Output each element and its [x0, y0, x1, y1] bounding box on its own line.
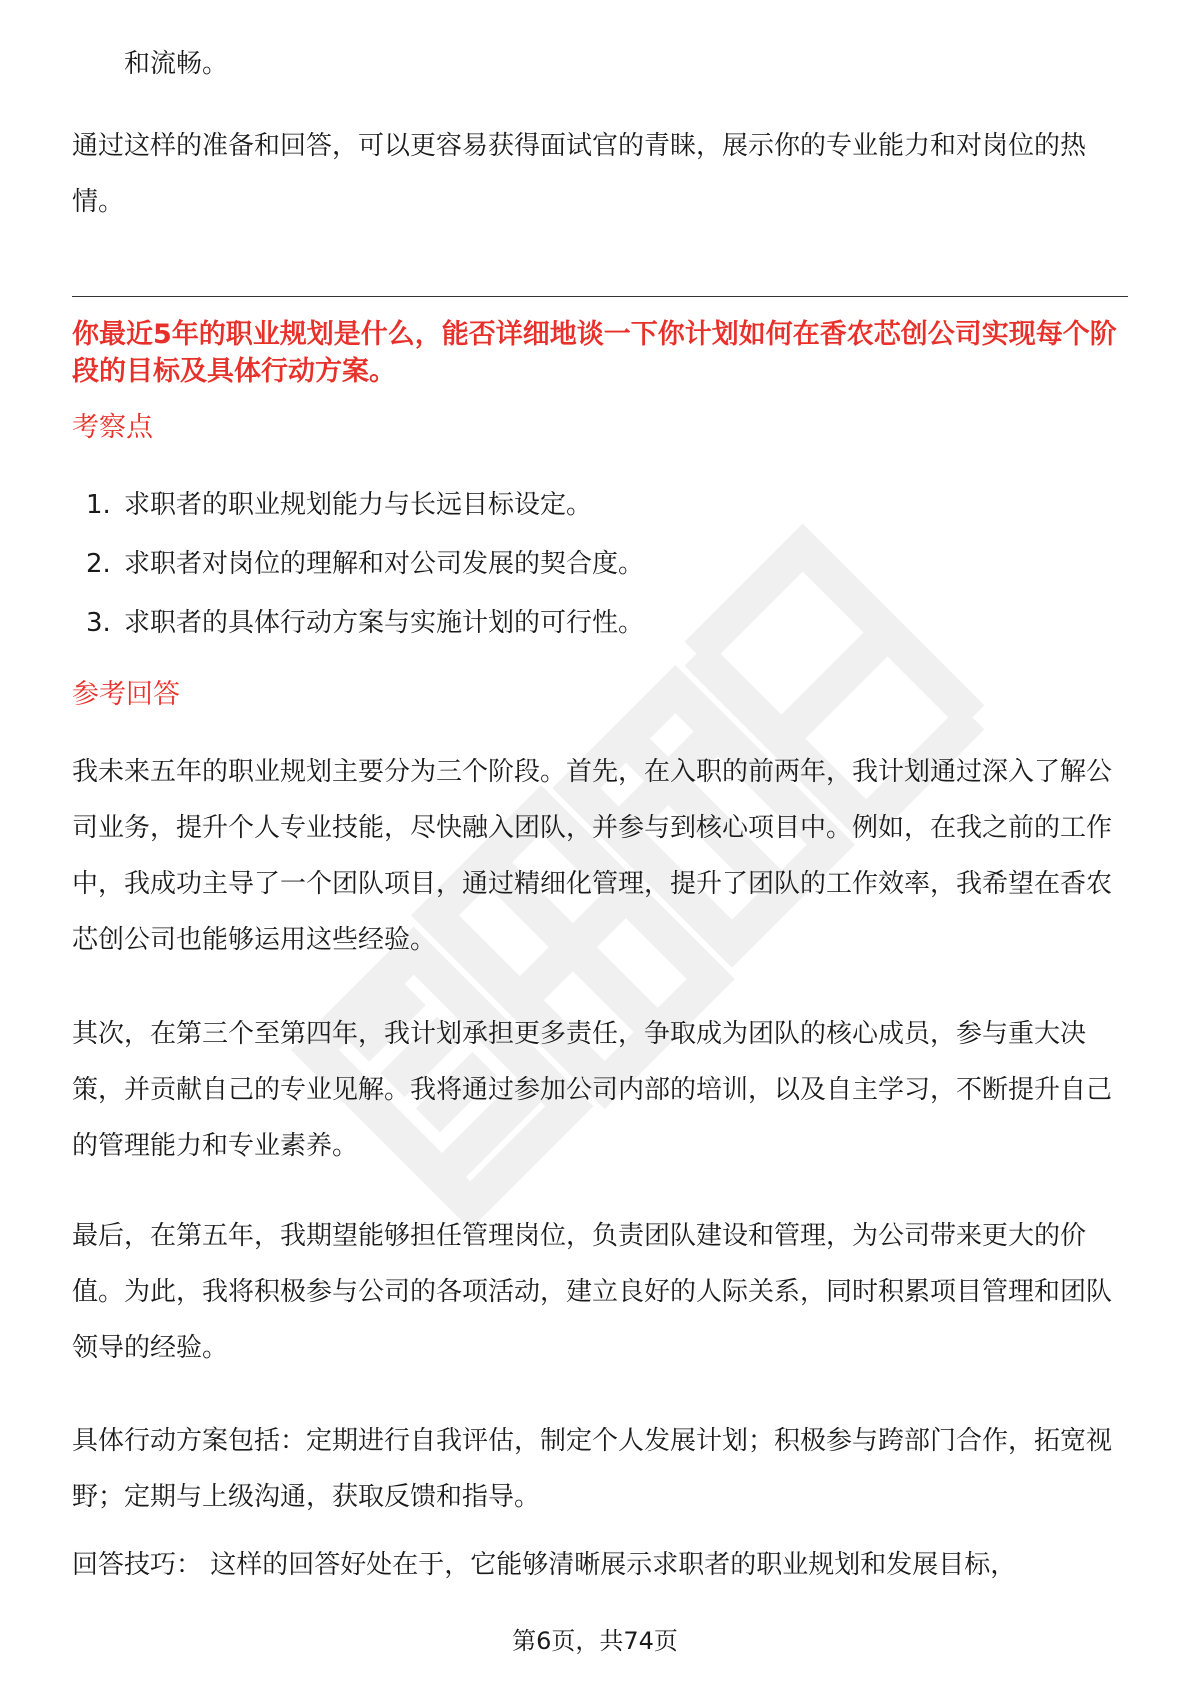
answer-tips: 回答技巧： 这样的回答好处在于，它能够清晰展示求职者的职业规划和发展目标， [72, 1550, 1017, 1580]
assessment-title: 考察点 [72, 412, 153, 443]
interview-question: 你最近5年的职业规划是什么，能否详细地谈一下你计划如何在香农芯创公司实现每个阶段的目标及具体行动方案。 [72, 319, 1117, 387]
list-number: 2. [86, 549, 111, 579]
assessment-item [86, 603, 644, 643]
answer-paragraph: 其次，在第三个至第四年，我计划承担更多责任，争取成为团队的核心成员，参与重大决策，并贡献自己的专业见解。我将通过参加公司内部的培训，以及自主学习，不断提升自己的管理能力和专业素养。 [72, 1019, 1113, 1161]
answer-paragraph: 我未来五年的职业规划主要分为三个阶段。首先，在入职的前两年，我计划通过深入了解公司业务，提升个人专业技能，尽快融入团队，并参与到核心项目中。例如，在我之前的工作中，我成功主导了一个团队项目，通过精细化管理，提升了团队的工作效率，我希望在香农芯创公司也能够运用这些经验。 [72, 757, 1113, 955]
page-footer: 第6页，共74页 [512, 1627, 678, 1655]
assessment-item [86, 485, 592, 525]
answer-paragraph: 具体行动方案包括：定期进行自我评估，制定个人发展计划；积极参与跨部门合作，拓宽视野；定期与上级沟通，获取反馈和指导。 [72, 1426, 1113, 1512]
assessment-item [86, 544, 644, 584]
list-text: 求职者的职业规划能力与长远目标设定。 [124, 490, 593, 520]
list-text: 求职者的具体行动方案与实施计划的可行性。 [124, 608, 645, 638]
list-text: 求职者对岗位的理解和对公司发展的契合度。 [124, 549, 645, 579]
answer-paragraph: 最后，在第五年，我期望能够担任管理岗位，负责团队建设和管理，为公司带来更大的价值。为此，我将积极参与公司的各项活动，建立良好的人际关系，同时积累项目管理和团队领导的经验。 [72, 1221, 1113, 1363]
section-divider [72, 296, 1128, 297]
list-number: 1. [86, 490, 111, 520]
list-number: 3. [86, 608, 111, 638]
continuation-line: 和流畅。 [124, 49, 229, 79]
answer-title: 参考回答 [72, 679, 180, 710]
closing-paragraph: 通过这样的准备和回答，可以更容易获得面试官的青睐，展示你的专业能力和对岗位的热情。 [72, 131, 1087, 217]
